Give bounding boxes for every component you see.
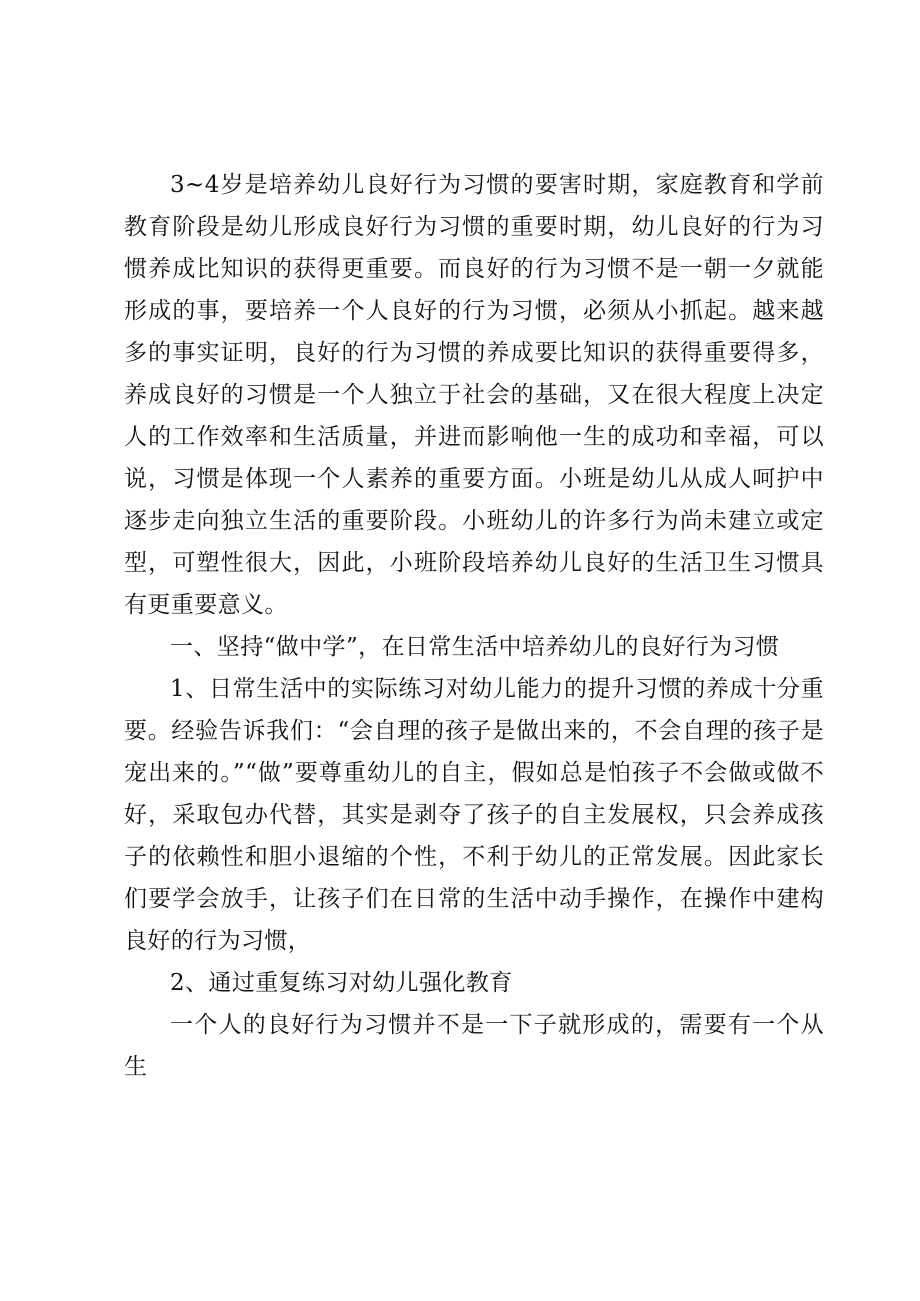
paragraph-item-1: 1、日常生活中的实际练习对幼儿能力的提升习惯的养成十分重要。经验告诉我们：“会自理的孩子是做出来的，不会自理的孩子是宠出来的。”“做”要尊重幼儿的自主，假如总是怕孩子不会做或做不好，采取包办代替，其实是剥夺了孩子的自主发展权，只会养成孩子的依赖性和胆小退缩的个性，不利于幼儿的正常发展。因此家长们要学会放手，让孩子们在日常的生活中动手操作，在操作中建构良好的行为习惯，	[124, 676, 824, 954]
subheading-item-2: 2、通过重复练习对幼儿强化教育	[170, 970, 513, 996]
paragraph-continuation: 一个人的良好行为习惯并不是一下子就形成的，需要有一个从生	[124, 1012, 824, 1080]
section-heading-1: 一、坚持“做中学”，在日常生活中培养幼儿的良好行为习惯	[170, 634, 780, 660]
document-body	[124, 164, 824, 1088]
paragraph-intro: 3~4岁是培养幼儿良好行为习惯的要害时期，家庭教育和学前教育阶段是幼儿形成良好行为习惯的重要时期，幼儿良好的行为习惯养成比知识的获得更重要。而良好的行为习惯不是一朝一夕就能形成的事，要培养一个人良好的行为习惯，必须从小抓起。越来越多的事实证明，良好的行为习惯的养成要比知识的获得重要得多，养成良好的习惯是一个人独立于社会的基础，又在很大程度上决定人的工作效率和生活质量，并进而影响他一生的成功和幸福，可以说，习惯是体现一个人素养的重要方面。小班是幼儿从成人呵护中逐步走向独立生活的重要阶段。小班幼儿的许多行为尚未建立或定型，可塑性很大，因此，小班阶段培养幼儿良好的生活卫生习惯具有更重要意义。	[124, 172, 824, 618]
